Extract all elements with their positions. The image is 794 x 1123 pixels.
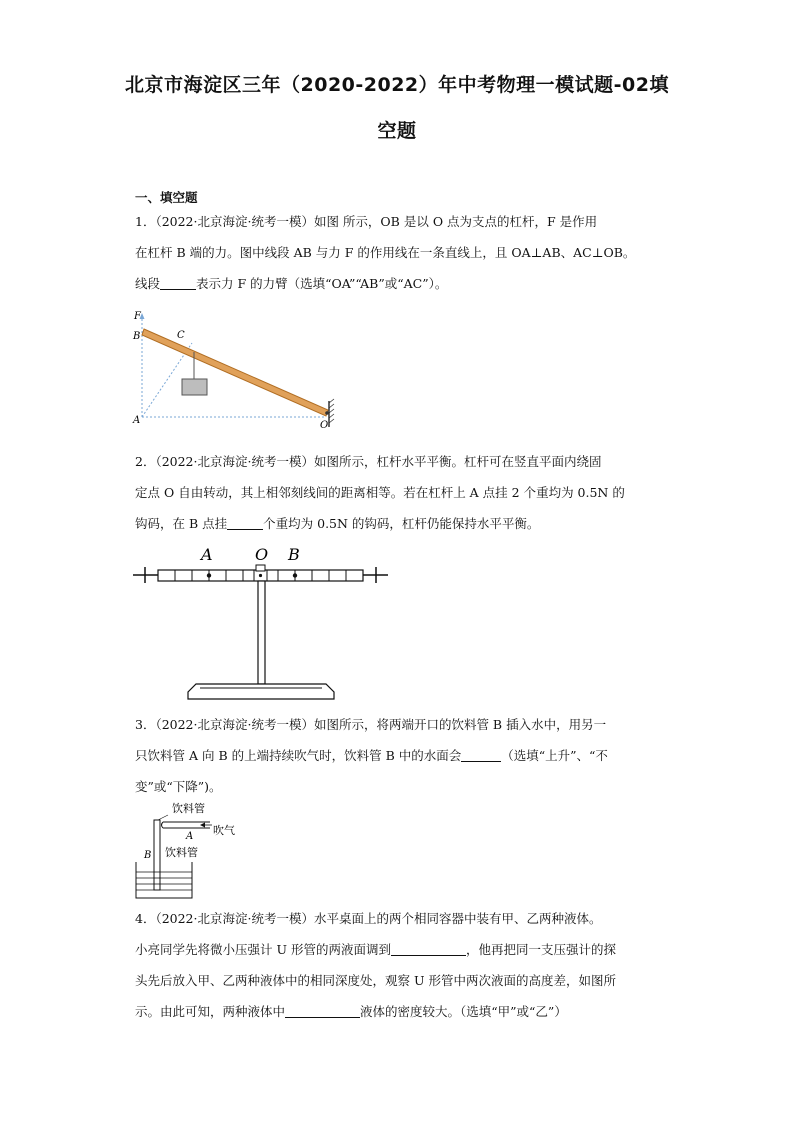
q3-straw-figure <box>130 800 260 902</box>
q2-lever-figure <box>128 540 393 705</box>
question-3 <box>135 709 670 802</box>
q1-line3-start: 线段 <box>135 276 161 291</box>
q1-line2: 在杠杆 B 端的力。图中线段 AB 与力 F 的作用线在一条直线上，且 OA⊥AB、AC⊥OB。 <box>135 245 636 260</box>
q2-stand-pole <box>258 581 265 684</box>
question-1 <box>135 206 670 299</box>
q3-label-b: B <box>144 850 152 861</box>
q4-line2-start: 小亮同学先将微小压强计 U 形管的两液面调到 <box>135 942 391 957</box>
q2-point-a <box>207 573 211 577</box>
q4-line2 <box>135 934 670 965</box>
q3-line3: 变”或“下降”)。 <box>135 779 222 794</box>
q3-label-blow: 吹气 <box>213 824 235 837</box>
q3-label-tube-top: 饮料管 <box>172 802 205 815</box>
q1-lever-bar <box>142 329 328 416</box>
q4-line4-end: 液体的密度较大。（选填“甲”或“乙”） <box>360 1004 567 1019</box>
q4-line2-end: ，他再把同一支压强计的探 <box>465 942 616 957</box>
q3-answer-blank[interactable] <box>461 747 501 762</box>
q1-label-f: F <box>134 311 141 322</box>
q1-line1: 1．（2022·北京海淀·统考一模）如图 所示，OB 是以 O 点为支点的杠杆，F 是作用 <box>135 214 598 229</box>
q3-label-tube-b: 饮料管 <box>165 846 198 859</box>
q3-label-a: A <box>186 831 194 842</box>
q1-line3 <box>135 268 670 299</box>
q3-line2-end: （选填“上升”、“不 <box>501 748 608 763</box>
q3-tube-b <box>154 820 160 890</box>
q2-pivot-block <box>256 565 265 571</box>
q1-pivot-o <box>325 411 329 415</box>
question-2 <box>135 446 670 539</box>
q2-point-b <box>293 573 297 577</box>
q3-water <box>136 872 192 890</box>
q2-label-o: O <box>255 545 269 564</box>
q2-line2: 定点 O 自由转动，其上相邻刻线间的距离相等。若在杠杆上 A 点挂 2 个重均为 0.5N 的 <box>135 485 625 500</box>
q2-answer-blank[interactable] <box>227 515 263 530</box>
q1-answer-blank[interactable] <box>160 275 196 290</box>
q1-label-c: C <box>177 330 185 341</box>
question-4 <box>135 903 670 1027</box>
q1-label-o: O <box>320 420 329 431</box>
q3-line2-start: 只饮料管 A 向 B 的上端持续吹气时，饮料管 B 中的水面会 <box>135 748 462 763</box>
q1-weight <box>182 379 207 395</box>
q1-label-a: A <box>133 415 141 426</box>
q2-line3-start: 钩码，在 B 点挂 <box>135 516 228 531</box>
q4-line4-start: 示。由此可知，两种液体中 <box>135 1004 286 1019</box>
q1-label-b: B <box>133 331 141 342</box>
q4-line4 <box>135 996 670 1027</box>
q1-line3-end: 表示力 F 的力臂（选填“OA”“AB”或“AC”）。 <box>196 276 448 291</box>
q4-line1: 4．（2022·北京海淀·统考一模）水平桌面上的两个相同容器中装有甲、乙两种液体。 <box>135 911 602 926</box>
q2-line3-end: 个重均为 0.5N 的钩码，杠杆仍能保持水平平衡。 <box>263 516 540 531</box>
q4-answer-blank-1[interactable] <box>391 941 466 956</box>
q2-label-a: A <box>201 545 213 564</box>
q2-line1: 2．（2022·北京海淀·统考一模）如图所示，杠杆水平平衡。杠杆可在竖直平面内绕固 <box>135 454 602 469</box>
q2-label-b: B <box>288 545 300 564</box>
q4-line3: 头先后放入甲、乙两种液体中的相同深度处，观察 U 形管中两次液面的高度差，如图所 <box>135 973 616 988</box>
q3-beaker <box>136 862 192 898</box>
q1-lever-figure <box>130 305 345 435</box>
q4-answer-blank-2[interactable] <box>285 1003 360 1018</box>
q2-stand-base <box>188 684 334 699</box>
q2-line3 <box>135 508 670 539</box>
doc-title-line1: 北京市海淀区三年（2020-2022）年中考物理一模试题-02填 <box>125 74 669 96</box>
section-heading: 一、填空题 <box>135 190 198 205</box>
q3-line1: 3．（2022·北京海淀·统考一模）如图所示，将两端开口的饮料管 B 插入水中，用另一 <box>135 717 607 732</box>
q3-line2 <box>135 740 670 771</box>
doc-title-line2: 空题 <box>377 120 417 142</box>
